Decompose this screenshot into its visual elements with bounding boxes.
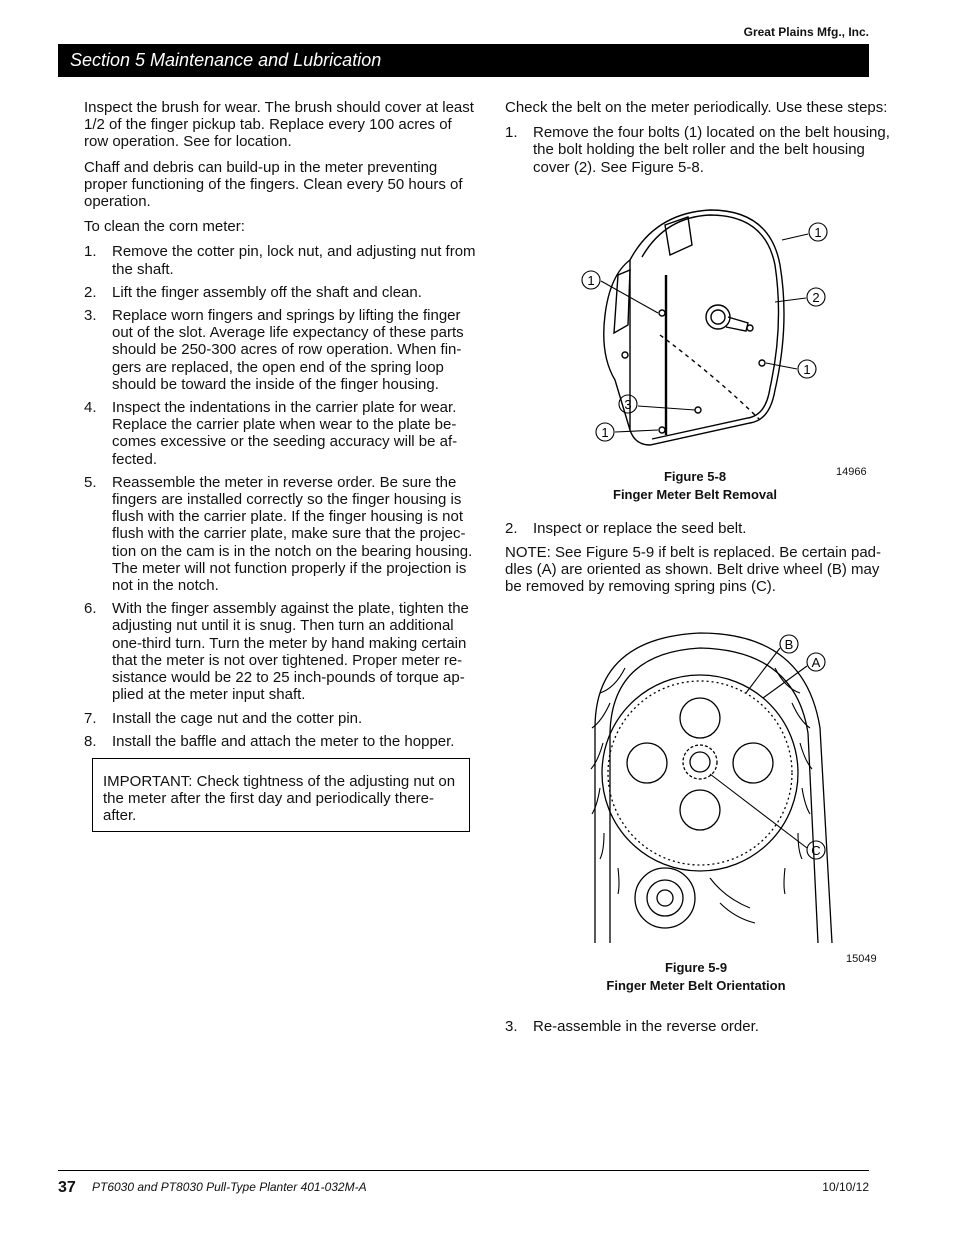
step-number: 3. xyxy=(505,1018,518,1035)
callout-label: 3 xyxy=(624,397,632,412)
figure-id: 15049 xyxy=(846,953,877,965)
figure-label: Figure 5-9 xyxy=(664,960,728,975)
step-text: Inspect the indentations in the carrier plate for wear. Replace the carrier plate when wear to the plate be-comes excessive or the seeding accuracy will be af-fected. xyxy=(112,399,458,468)
seed-hole xyxy=(680,698,720,738)
step-number: 2. xyxy=(505,520,518,537)
list-item xyxy=(84,243,478,277)
left-column xyxy=(84,99,478,758)
step-text: Reassemble the meter in reverse order. Be sure the fingers are installed correctly so the finger housing is flush with the carrier plate. If the finger housing is not flush with the carrier plate, make sure that the projec-tion on the cam is in the notch on the bearing housing. The meter will not function properly if the projection is not in the notch. xyxy=(112,473,473,595)
section-title: Section 5 Maintenance and Lubrication xyxy=(70,50,382,70)
belt-intro: Check the belt on the meter periodically. Use these steps: xyxy=(505,99,888,116)
list-item xyxy=(84,474,478,594)
section-title-bar xyxy=(58,44,869,77)
list-item xyxy=(84,710,478,727)
brush-paragraph: Inspect the brush for wear. The brush should cover at least 1/2 of the finger pickup tab. Replace every 100 acres of row operation. See for location. xyxy=(84,99,474,151)
callout-label: 1 xyxy=(587,273,595,288)
seed-hole xyxy=(680,790,720,830)
step-text: Inspect or replace the seed belt. xyxy=(533,520,747,537)
clean-intro: To clean the corn meter: xyxy=(84,218,245,236)
figure-title: Finger Meter Belt Removal xyxy=(613,487,777,502)
cleaning-steps xyxy=(84,243,478,749)
step-text: Install the cage nut and the cotter pin. xyxy=(112,709,363,727)
list-item xyxy=(84,600,478,703)
callout-label: C xyxy=(811,843,821,858)
step-number: 3. xyxy=(84,307,97,325)
list-item xyxy=(84,284,478,301)
belt-step-2 xyxy=(505,520,900,537)
step-text: With the finger assembly against the plate, tighten the adjusting nut until it is snug. Then turn an additional one-third turn. Turn the meter by hand making certain that the meter is not over tightened. Proper meter re-sistance would be 22 to 25 inch-pounds of torque ap-plied at the meter input shaft. xyxy=(112,600,469,704)
callout-label: 1 xyxy=(814,225,822,240)
callout-label: B xyxy=(784,637,794,652)
document-date: 10/10/12 xyxy=(822,1180,869,1194)
figure-5-8-caption xyxy=(570,468,820,504)
important-note: IMPORTANT: Check tightness of the adjusting nut on the meter after the first day and periodically there-after. xyxy=(103,773,456,825)
callout-label: A xyxy=(811,655,821,670)
chaff-paragraph: Chaff and debris can build-up in the meter preventing proper functioning of the fingers. Clean every 50 hours of operation. xyxy=(84,158,463,211)
step-number: 8. xyxy=(84,732,97,750)
step-number: 6. xyxy=(84,600,97,618)
belt-note: NOTE: See Figure 5-9 if belt is replaced. Be certain pad-dles (A) are oriented as shown. Belt drive wheel (B) may be removed by removing spring pins (C). xyxy=(505,544,882,596)
step-number: 1. xyxy=(505,124,518,142)
page-number: 37 xyxy=(58,1179,76,1196)
figure-label: Figure 5-8 xyxy=(663,469,727,484)
finger-meter-belt-removal-figure xyxy=(570,205,860,460)
step-number: 7. xyxy=(84,709,97,727)
belt-steps xyxy=(505,124,900,176)
company-name: Great Plains Mfg., Inc. xyxy=(743,25,869,39)
figure-title: Finger Meter Belt Orientation xyxy=(606,978,786,993)
step-number: 5. xyxy=(84,473,97,491)
step-number: 4. xyxy=(84,399,97,417)
step-text: Remove the four bolts (1) located on the belt housing, the bolt holding the belt roller and the belt housing cover (2). See Figure 5-8. xyxy=(533,124,890,176)
step-text: Lift the finger assembly off the shaft and clean. xyxy=(112,283,422,301)
seed-hole xyxy=(733,743,773,783)
callout-label: 1 xyxy=(601,425,609,440)
callout-label: 2 xyxy=(812,290,820,305)
list-item xyxy=(505,124,900,176)
document-title: PT6030 and PT8030 Pull-Type Planter 401-032M-A xyxy=(92,1180,367,1194)
list-item xyxy=(84,399,478,468)
figure-id: 14966 xyxy=(836,466,867,478)
step-text: Replace worn fingers and springs by lifting the finger out of the slot. Average life expectancy of these parts should be 250-300 acres of row operation. When fin-gers are replaced, the open end of the spring loop should be toward the inside of the finger housing. xyxy=(112,307,464,393)
step-text: Re-assemble in the reverse order. xyxy=(533,1018,759,1035)
seed-hole xyxy=(627,743,667,783)
step-number: 2. xyxy=(84,283,97,301)
right-column-top xyxy=(505,99,900,184)
finger-meter-belt-orientation-figure xyxy=(570,628,860,948)
step-number: 1. xyxy=(84,243,97,261)
footer-rule xyxy=(58,1170,869,1171)
figure-5-9-caption xyxy=(571,959,821,995)
belt-step-3 xyxy=(505,1018,900,1035)
list-item xyxy=(84,307,478,393)
callout-label: 1 xyxy=(803,362,811,377)
step-text: Remove the cotter pin, lock nut, and adjusting nut from the shaft. xyxy=(112,243,476,278)
step-text: Install the baffle and attach the meter to the hopper. xyxy=(112,732,455,750)
list-item xyxy=(84,733,478,750)
important-note-box xyxy=(92,758,470,832)
